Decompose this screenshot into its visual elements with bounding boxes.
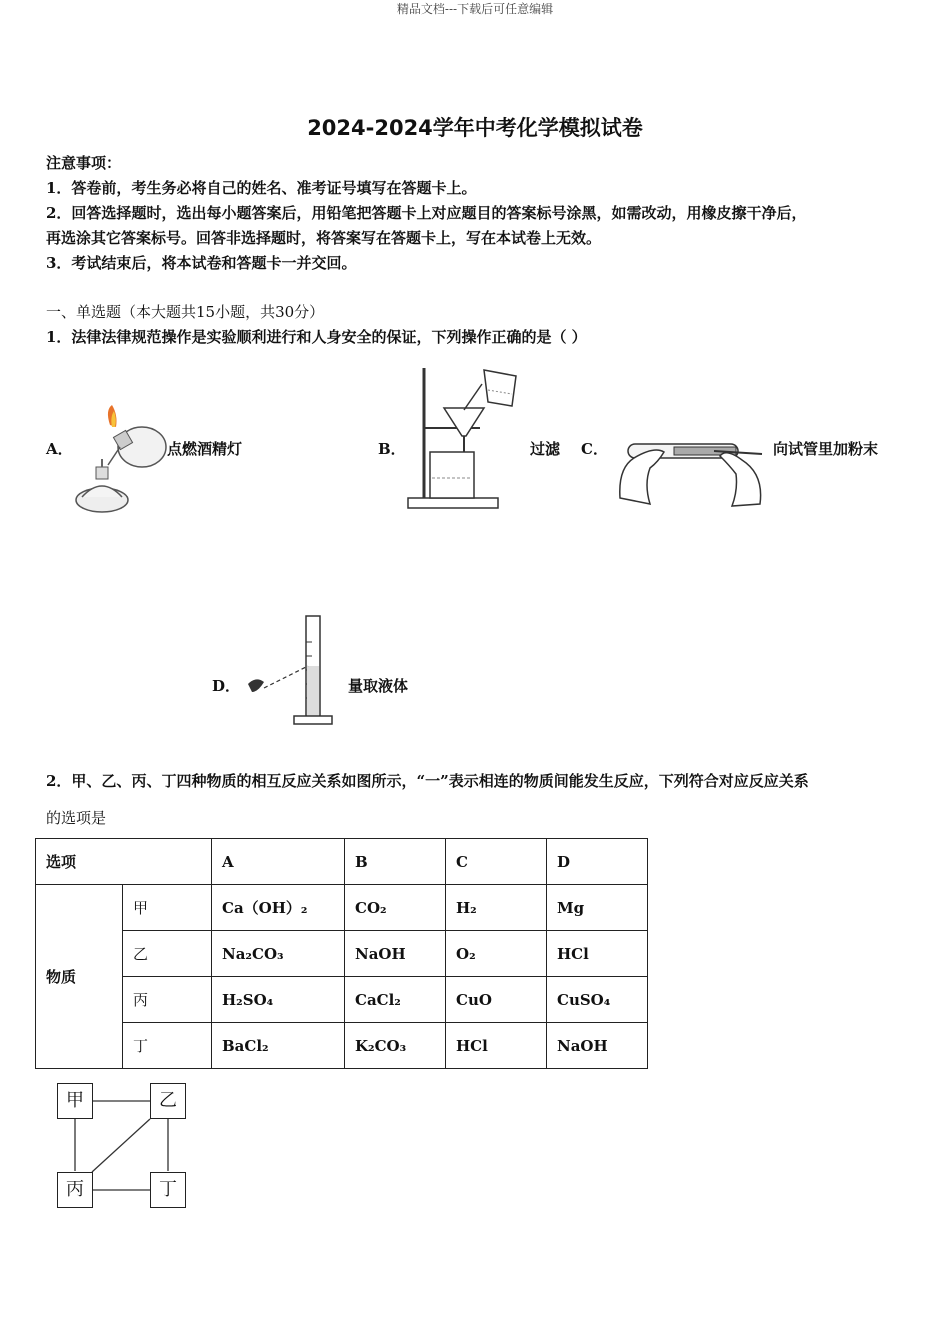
header-cell: A (212, 839, 345, 885)
option-d-text: 量取液体 (348, 677, 409, 695)
table-cell: Ca（OH）₂ (212, 885, 345, 931)
measuring-liquid-image (244, 612, 336, 728)
row-label: 乙 (123, 931, 212, 977)
row-group-label: 物质 (36, 885, 123, 1069)
section-heading: 一、单选题（本大题共15小题，共30分） (46, 303, 325, 321)
header-cell: C (446, 839, 547, 885)
header-cell: 选项 (36, 839, 212, 885)
options-table (35, 838, 648, 1069)
notice-item-2: 2．回答选择题时，选出每小题答案后，用铅笔把答题卡上对应题目的答案标号涂黑，如需改动，用橡皮擦干净后， (46, 204, 807, 222)
alcohol-lamp-lighting-image (72, 405, 172, 517)
option-a-letter: A． (46, 440, 73, 458)
table-row (36, 931, 648, 977)
option-b-letter: B． (378, 440, 406, 458)
table-row (36, 1023, 648, 1069)
question-2-stem-line2: 的选项是 (46, 809, 107, 827)
table-cell: HCl (446, 1023, 547, 1069)
table-cell: HCl (547, 931, 648, 977)
row-label: 丁 (123, 1023, 212, 1069)
filtration-apparatus-image (404, 362, 530, 510)
table-header-row (36, 839, 648, 885)
option-b-text: 过滤 (530, 440, 561, 458)
header-cell: D (547, 839, 648, 885)
table-cell: NaOH (547, 1023, 648, 1069)
table-cell: Mg (547, 885, 648, 931)
option-a-text: 点燃酒精灯 (167, 440, 243, 458)
node-yi: 乙 (150, 1083, 186, 1119)
table-cell: K₂CO₃ (345, 1023, 446, 1069)
header-cell: B (345, 839, 446, 885)
option-c-text: 向试管里加粉末 (773, 440, 879, 458)
row-label: 丙 (123, 977, 212, 1023)
table-cell: H₂SO₄ (212, 977, 345, 1023)
table-cell: CaCl₂ (345, 977, 446, 1023)
table-cell: CO₂ (345, 885, 446, 931)
option-c-letter: C． (581, 440, 608, 458)
notice-item-1: 1．答卷前，考生务必将自己的姓名、准考证号填写在答题卡上。 (46, 179, 477, 197)
option-d-letter: D． (212, 677, 241, 695)
reaction-diagram (40, 1076, 200, 1216)
question-1-stem: 1．法律法律规范操作是实验顺利进行和人身安全的保证，下列操作正确的是（ ） (46, 328, 587, 346)
table-row (36, 977, 648, 1023)
table-cell: CuSO₄ (547, 977, 648, 1023)
notice-item-2-cont: 再选涂其它答案标号。回答非选择题时，将答案写在答题卡上，写在本试卷上无效。 (46, 229, 602, 247)
node-ding: 丁 (150, 1172, 186, 1208)
page-title: 2024-2024学年中考化学模拟试卷 (307, 116, 643, 140)
table-cell: BaCl₂ (212, 1023, 345, 1069)
question-2-stem-line1: 2．甲、乙、丙、丁四种物质的相互反应关系如图所示，“一”表示相连的物质间能发生反应，下列符合对应反应关系 (46, 772, 809, 790)
table-cell: O₂ (446, 931, 547, 977)
notice-item-3: 3．考试结束后，将本试卷和答题卡一并交回。 (46, 254, 357, 272)
table-cell: CuO (446, 977, 547, 1023)
table-cell: H₂ (446, 885, 547, 931)
node-bing: 丙 (57, 1172, 93, 1208)
table-cell: Na₂CO₃ (212, 931, 345, 977)
notice-heading: 注意事项： (46, 154, 122, 172)
adding-powder-to-test-tube-image (614, 428, 766, 508)
table-row (36, 885, 648, 931)
table-cell: NaOH (345, 931, 446, 977)
node-jia: 甲 (57, 1083, 93, 1119)
header-note: 精品文档---下载后可任意编辑 (396, 2, 554, 16)
row-label: 甲 (123, 885, 212, 931)
